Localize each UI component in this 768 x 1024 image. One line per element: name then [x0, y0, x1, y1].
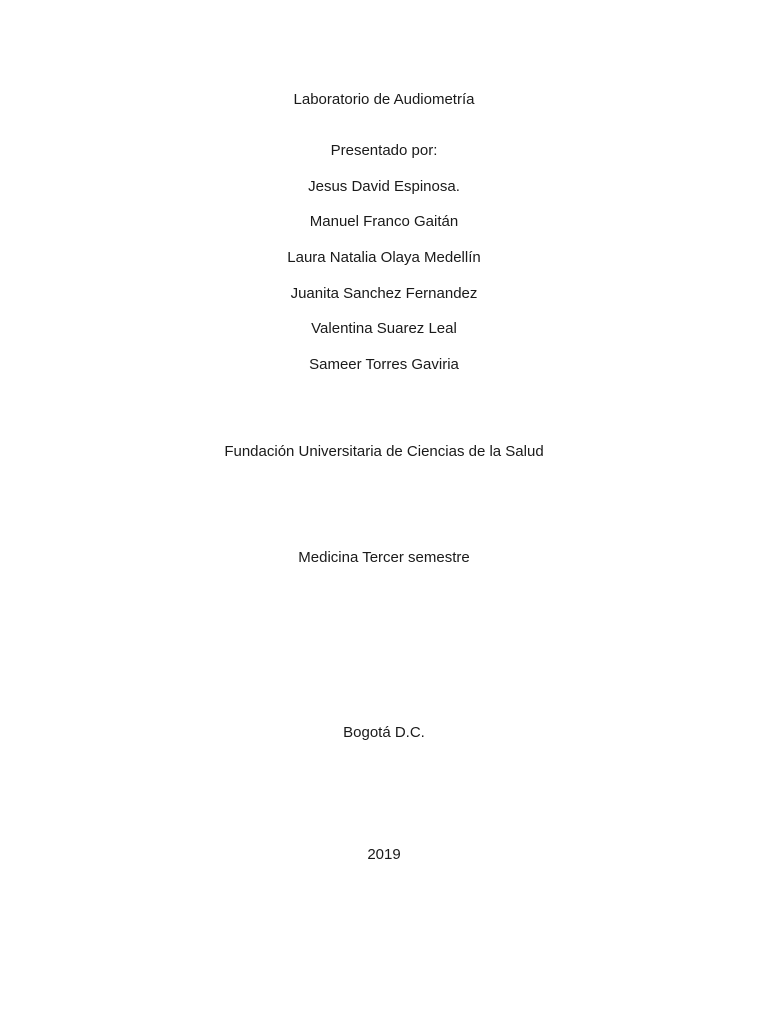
city-name: Bogotá D.C.: [343, 724, 425, 741]
author-name: Laura Natalia Olaya Medellín: [287, 249, 481, 266]
institution-name: Fundación Universitaria de Ciencias de la Salud: [224, 443, 544, 460]
author-name: Manuel Franco Gaitán: [309, 213, 459, 230]
author-name: Valentina Suarez Leal: [311, 320, 457, 337]
presented-by-label: Presentado por:: [330, 142, 438, 159]
author-name: Juanita Sanchez Fernandez: [290, 285, 478, 302]
document-year: 2019: [367, 846, 401, 863]
document-title: Laboratorio de Audiometría: [293, 91, 475, 108]
program-name: Medicina Tercer semestre: [298, 549, 470, 566]
author-name: Jesus David Espinosa.: [308, 178, 460, 195]
author-name: Sameer Torres Gaviria: [309, 356, 459, 373]
